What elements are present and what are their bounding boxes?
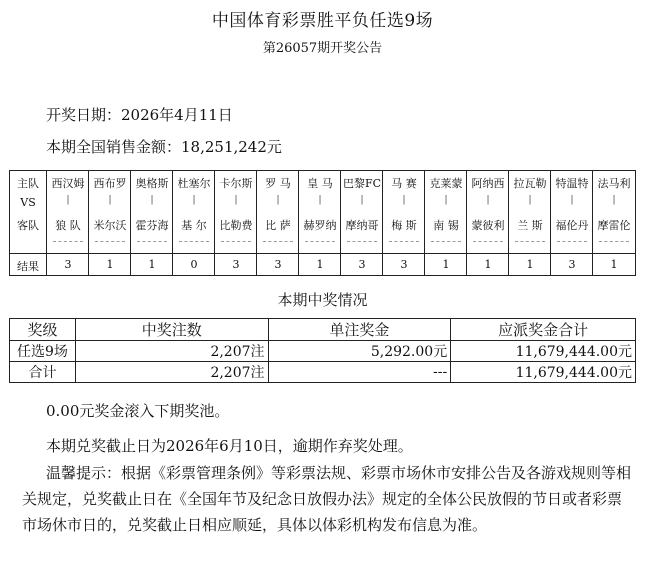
match-column [172, 171, 214, 275]
away-team: 兰 斯 [517, 219, 543, 232]
match-result: 1 [106, 258, 114, 271]
cell-total-prize: 11,679,444.00元 [451, 362, 636, 383]
match-result: 3 [232, 258, 240, 271]
home-team: 马 赛 [391, 177, 417, 190]
dash-separator [53, 241, 83, 242]
away-team: 福伦丹 [555, 219, 589, 232]
section-title: 本期中奖情况 [277, 291, 368, 309]
away-label: 客队 [17, 219, 39, 232]
draw-date: 开奖日期：2026年4月11日 [46, 106, 233, 124]
match-column [88, 171, 130, 275]
dash-separator [557, 241, 587, 242]
result-label: 结果 [17, 260, 39, 273]
dash-separator [305, 241, 335, 242]
vs-divider: | [570, 195, 574, 205]
cell-level: 合计 [10, 362, 76, 383]
reminder-note: 温馨提示：根据《彩票管理条例》等彩票法规、彩票市场休市安排公告及各游戏规则等相关规定，兑奖截止日在《全国年节及纪念日放假办法》规定的全体公民放假的节日或者彩票市场休市日的，兑奖截止日相应顺延，具体以体彩机构发布信息为准。 [22, 464, 632, 534]
page-title: 中国体育彩票胜平负任选9场 [211, 11, 434, 31]
header-unit-prize: 单注奖金 [268, 319, 451, 341]
away-team: 南 锡 [433, 219, 459, 232]
match-result: 1 [484, 258, 492, 271]
match-column [256, 171, 298, 275]
away-team: 基 尔 [181, 219, 207, 232]
home-team: 皇 马 [307, 177, 333, 190]
dash-separator [473, 241, 503, 242]
away-team: 比勒费 [219, 219, 253, 232]
home-team: 克莱蒙 [429, 177, 463, 190]
away-team: 米尔沃 [93, 219, 127, 232]
match-result: 3 [274, 258, 282, 271]
home-team: 西布罗 [93, 177, 127, 190]
match-column [424, 171, 466, 275]
dash-separator [431, 241, 461, 242]
match-column [340, 171, 382, 275]
away-team: 赫罗纳 [303, 219, 337, 232]
match-column [592, 171, 634, 275]
dash-separator [221, 241, 251, 242]
match-column [130, 171, 172, 275]
vs-divider: | [108, 195, 112, 205]
away-team: 梅 斯 [391, 219, 417, 232]
home-team: 卡尔斯 [219, 177, 253, 190]
match-column [298, 171, 340, 275]
cell-total-prize: 11,679,444.00元 [451, 341, 636, 362]
vs-divider: | [402, 195, 406, 205]
rollover-note: 0.00元奖金滚入下期奖池。 [46, 402, 230, 420]
cell-count: 2,207注 [75, 341, 268, 362]
away-team: 比 萨 [265, 219, 291, 232]
vs-divider: | [66, 195, 70, 205]
home-team: 西汉姆 [51, 177, 85, 190]
home-team: 罗 马 [265, 177, 291, 190]
match-column [508, 171, 550, 275]
dash-separator [599, 241, 629, 242]
match-result: 3 [358, 258, 366, 271]
dash-separator [263, 241, 293, 242]
home-team: 阿纳西 [471, 177, 505, 190]
match-result: 3 [400, 258, 408, 271]
away-team: 狼 队 [55, 219, 81, 232]
vs-divider: | [234, 195, 238, 205]
vs-divider: | [192, 195, 196, 205]
issue-subtitle: 第26057期开奖公告 [262, 41, 383, 56]
vs-divider: | [318, 195, 322, 205]
match-result: 1 [148, 258, 156, 271]
home-team: 杜塞尔 [177, 177, 211, 190]
match-column [214, 171, 256, 275]
match-result: 1 [442, 258, 450, 271]
away-team: 霍芬海 [135, 219, 169, 232]
vs-divider: | [528, 195, 532, 205]
match-column [466, 171, 508, 275]
home-team: 拉瓦勒 [513, 177, 547, 190]
vs-divider: | [444, 195, 448, 205]
header-total-prize: 应派奖金合计 [451, 319, 636, 341]
table-row [10, 362, 636, 383]
table-row [10, 341, 636, 362]
vs-divider: | [150, 195, 154, 205]
match-grid [9, 170, 636, 276]
table-header-row [10, 319, 636, 341]
away-team: 摩雷伦 [597, 219, 631, 232]
match-column [46, 171, 88, 275]
prize-table [9, 318, 636, 383]
away-team: 摩纳哥 [345, 219, 379, 232]
home-team: 法马利 [597, 177, 631, 190]
match-result: 0 [190, 258, 198, 271]
dash-separator [137, 241, 167, 242]
home-team: 奥格斯 [135, 177, 169, 190]
dash-separator [347, 241, 377, 242]
sales-amount: 本期全国销售金额：18,251,242元 [46, 138, 282, 156]
match-result: 3 [64, 258, 72, 271]
deadline-note: 本期兑奖截止日为2026年6月10日，逾期作弃奖处理。 [46, 437, 413, 455]
vs-divider: | [360, 195, 364, 205]
cell-count: 2,207注 [75, 362, 268, 383]
home-team: 巴黎FC [342, 177, 382, 190]
match-result: 1 [610, 258, 618, 271]
cell-unit-prize: 5,292.00元 [268, 341, 451, 362]
match-result: 1 [526, 258, 534, 271]
dash-separator [389, 241, 419, 242]
header-level: 奖级 [10, 319, 76, 341]
match-result: 1 [316, 258, 324, 271]
match-column [550, 171, 592, 275]
cell-level: 任选9场 [10, 341, 76, 362]
dash-separator [95, 241, 125, 242]
vs-label: VS [20, 196, 36, 209]
vs-divider: | [486, 195, 490, 205]
away-team: 蒙彼利 [471, 219, 505, 232]
dash-separator [179, 241, 209, 242]
dash-separator [515, 241, 545, 242]
match-column [382, 171, 424, 275]
vs-divider: | [612, 195, 616, 205]
home-team: 特温特 [555, 177, 589, 190]
match-result: 3 [568, 258, 576, 271]
vs-divider: | [276, 195, 280, 205]
cell-unit-prize: --- [268, 362, 451, 383]
header-count: 中奖注数 [75, 319, 268, 341]
home-label: 主队 [17, 177, 39, 190]
